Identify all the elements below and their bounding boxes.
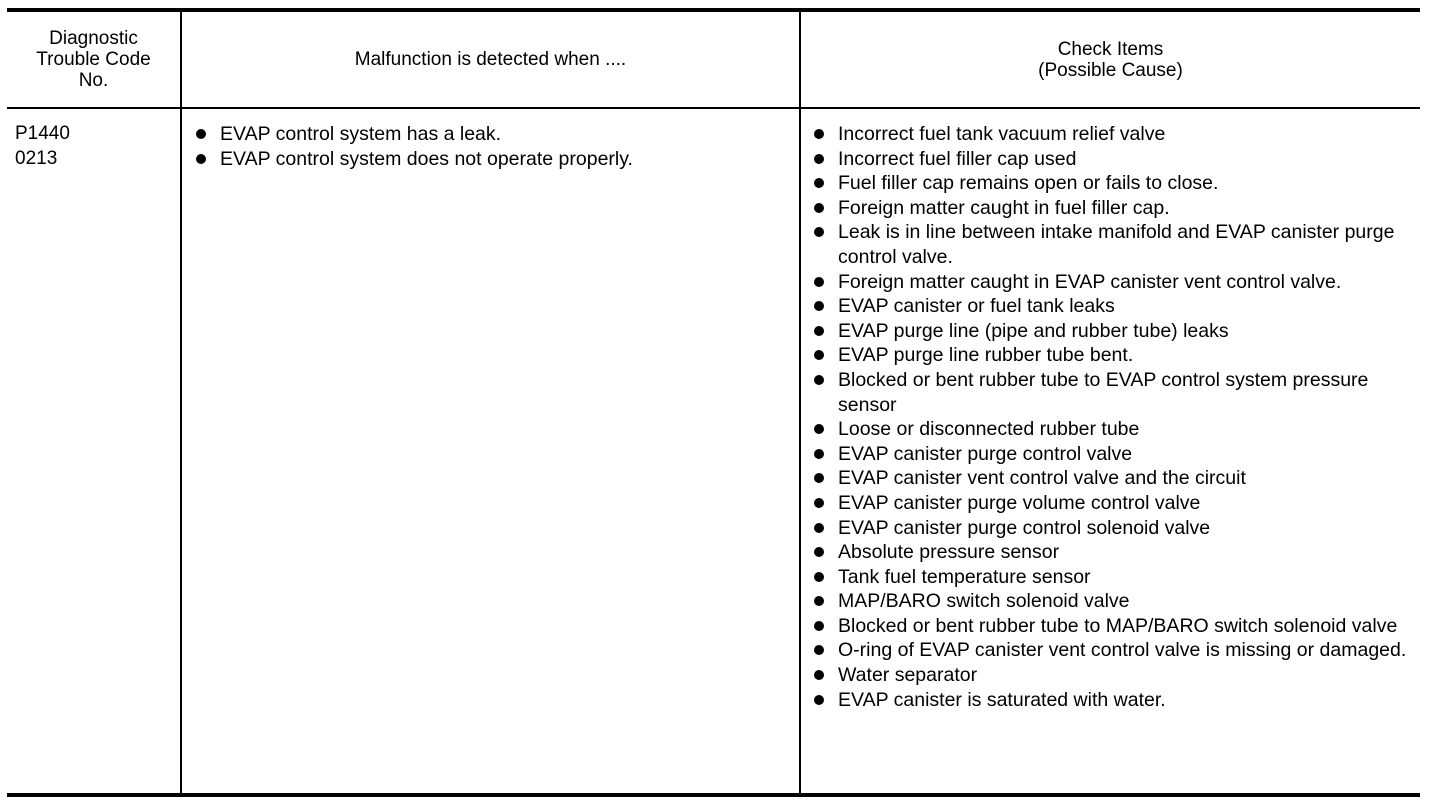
bullet-icon [814, 621, 824, 631]
header-line: Diagnostic [49, 28, 138, 49]
bullet-icon [814, 449, 824, 459]
header-divider [7, 107, 1420, 109]
list-item-text: EVAP canister purge control solenoid valve [838, 516, 1211, 539]
list-item-text: Leak is in line between intake manifold and EVAP canister purge control valve. [838, 221, 1395, 268]
list-item [812, 294, 1412, 319]
bullet-icon [814, 473, 824, 483]
bullet-icon [814, 277, 824, 287]
list-item-text: Fuel filler cap remains open or fails to close. [838, 172, 1219, 195]
bullet-icon [814, 129, 824, 139]
list-item [812, 417, 1412, 442]
list-item-text: MAP/BARO switch solenoid valve [838, 590, 1130, 613]
list-item [812, 319, 1412, 344]
bullet-icon [814, 154, 824, 164]
list-item [812, 688, 1412, 713]
list-item [812, 171, 1412, 196]
malfunction-list [194, 122, 794, 171]
list-item-text: Absolute pressure sensor [838, 541, 1060, 564]
bullet-icon [814, 326, 824, 336]
header-check-items [801, 12, 1420, 107]
list-item [812, 270, 1412, 295]
header-line: No. [78, 70, 109, 91]
check-items-list [812, 122, 1412, 712]
header-line: (Possible Cause) [1038, 59, 1183, 81]
bullet-icon [814, 178, 824, 188]
list-item-text: Foreign matter caught in EVAP canister vent control valve. [838, 270, 1342, 293]
list-item [812, 491, 1412, 516]
list-item [194, 122, 794, 147]
list-item [812, 638, 1412, 663]
bullet-icon [814, 596, 824, 606]
header-malfunction [182, 12, 799, 107]
list-item-text: EVAP canister is saturated with water. [838, 688, 1166, 711]
list-item [812, 614, 1412, 639]
list-item-text: EVAP control system does not operate properly. [220, 147, 633, 170]
bullet-icon [814, 498, 824, 508]
trouble-code: 0213 [15, 147, 58, 169]
list-item [812, 368, 1412, 417]
list-item-text: EVAP control system has a leak. [220, 123, 502, 145]
list-item [812, 122, 1412, 147]
list-item [812, 589, 1412, 614]
diagnostic-table [7, 8, 1420, 797]
list-item [812, 442, 1412, 467]
bullet-icon [196, 154, 206, 164]
list-item-text: EVAP purge line (pipe and rubber tube) leaks [838, 319, 1229, 342]
bullet-icon [814, 670, 824, 680]
bullet-icon [814, 695, 824, 705]
list-item [812, 196, 1412, 221]
trouble-code: P1440 [15, 123, 70, 144]
bullet-icon [814, 227, 824, 237]
bullet-icon [814, 523, 824, 533]
list-item-text: EVAP canister vent control valve and the circuit [838, 467, 1246, 490]
list-item-text: Foreign matter caught in fuel filler cap. [838, 196, 1170, 219]
list-item [812, 147, 1412, 172]
bullet-icon [814, 547, 824, 557]
list-item-text: Loose or disconnected rubber tube [838, 418, 1140, 441]
list-item [812, 663, 1412, 688]
header-line: Malfunction is detected when .... [354, 49, 627, 70]
list-item [812, 343, 1412, 368]
bullet-icon [814, 572, 824, 582]
list-item-text: EVAP canister or fuel tank leaks [838, 295, 1115, 318]
bullet-icon [814, 424, 824, 434]
bullet-icon [814, 350, 824, 360]
list-item-text: EVAP canister purge volume control valve [838, 491, 1201, 514]
bullet-icon [814, 375, 824, 385]
header-trouble-code [7, 12, 180, 107]
bullet-icon [196, 129, 206, 139]
list-item-text: Blocked or bent rubber tube to MAP/BARO switch solenoid valve [838, 614, 1398, 637]
list-item [812, 516, 1412, 541]
list-item-text: Tank fuel temperature sensor [838, 565, 1091, 588]
list-item [812, 220, 1412, 269]
list-item-text: EVAP canister purge control valve [838, 442, 1133, 465]
list-item-text: Incorrect fuel tank vacuum relief valve [838, 123, 1166, 145]
list-item-text: Blocked or bent rubber tube to EVAP control system pressure sensor [838, 368, 1369, 416]
column-divider [799, 12, 801, 793]
header-line: Trouble Code [36, 49, 151, 70]
list-item-text: O-ring of EVAP canister vent control valve is missing or damaged. [838, 639, 1407, 662]
list-item [194, 147, 794, 172]
list-item-text: EVAP purge line rubber tube bent. [838, 344, 1134, 367]
trouble-code-cell [15, 122, 70, 171]
list-item-text: Incorrect fuel filler cap used [838, 147, 1077, 170]
list-item [812, 466, 1412, 491]
bullet-icon [814, 301, 824, 311]
bullet-icon [814, 645, 824, 655]
list-item [812, 540, 1412, 565]
list-item [812, 565, 1412, 590]
bullet-icon [814, 203, 824, 213]
column-divider [180, 12, 182, 793]
list-item-text: Water separator [838, 664, 978, 687]
header-line: Check Items [1057, 38, 1164, 60]
